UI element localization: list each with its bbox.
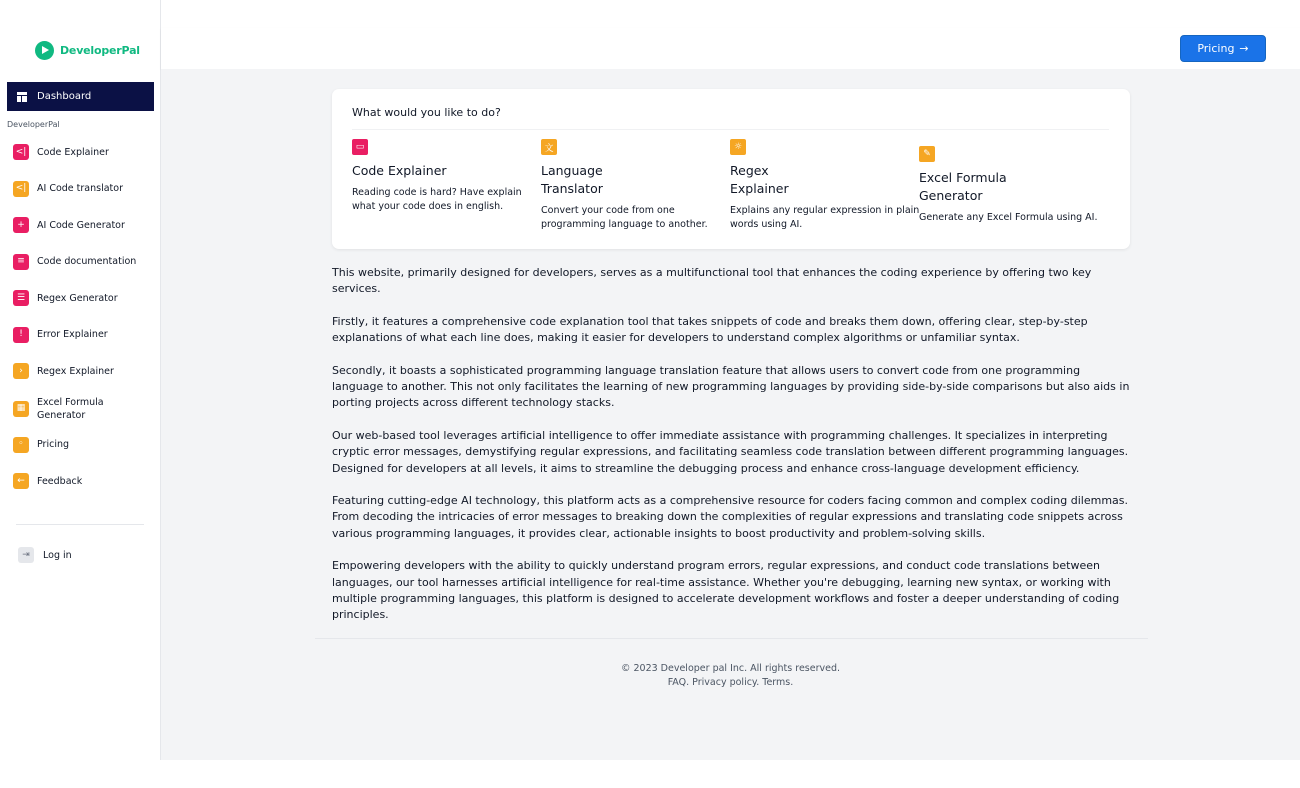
pencil-icon: ✎	[919, 146, 935, 162]
privacy-link[interactable]: Privacy policy.	[692, 677, 760, 688]
option-regex-explainer[interactable]	[730, 139, 922, 232]
card-title: What would you like to do?	[352, 106, 501, 119]
option-description: Generate any Excel Formula using AI.	[919, 212, 1098, 223]
sidebar-item-label: Feedback	[37, 475, 83, 487]
sidebar-item-label: AI Code Generator	[37, 219, 125, 231]
sidebar-nav	[13, 143, 153, 509]
action-card	[332, 89, 1130, 249]
brand-name: DeveloperPal	[60, 44, 140, 57]
option-excel-formula-generator[interactable]	[919, 146, 1114, 225]
sidebar-item-code-documentation[interactable]	[13, 253, 153, 271]
alert-circle-icon: !	[13, 327, 29, 343]
top-header	[161, 28, 1300, 69]
sidebar-item-error-explainer[interactable]	[13, 326, 153, 344]
login-icon: ⇥	[18, 547, 34, 563]
sidebar-item-label: Regex Generator	[37, 292, 118, 304]
code-bracket-icon: <|	[13, 144, 29, 160]
sidebar-divider	[16, 524, 144, 525]
sidebar-item-feedback[interactable]	[13, 472, 153, 490]
sidebar-item-ai-code-translator[interactable]	[13, 180, 153, 198]
card-divider	[352, 129, 1109, 130]
option-code-explainer[interactable]	[352, 139, 537, 214]
pricing-button-label: Pricing	[1197, 42, 1235, 55]
sidebar-item-regex-explainer[interactable]	[13, 362, 153, 380]
paragraph: Empowering developers with the ability to quickly understand program errors, regular expressions, and conduct code translations between languages, our tool harnesses artificial intelligence for real-time assistance. Whether you're debugging, learning new syntax, or working with multiple programming languages, this platform is designed to accelerate development workflows and foster a deeper understanding of coding principles.	[332, 559, 1120, 622]
terms-link[interactable]: Terms.	[762, 677, 794, 688]
footer	[0, 662, 1300, 690]
paragraph: Our web-based tool leverages artificial intelligence to offer immediate assistance with programming challenges. It specializes in interpreting cryptic error messages, demystifying regular expressions, and facilitating seamless code translation between different programming languages. Designed for developers at all levels, it aims to streamline the debugging process and enhance cross-language development efficiency.	[332, 428, 1129, 475]
sidebar-section-label: DeveloperPal	[7, 120, 60, 129]
sidebar-item-label: Regex Explainer	[37, 365, 114, 377]
login-link[interactable]	[18, 547, 72, 563]
paragraph: Featuring cutting-edge AI technology, this platform acts as a comprehensive resource for coders facing common and complex coding dilemmas. From decoding the intricacies of error messages to breaking down the complexities of regular expressions and translating code snippets across various programming languages, it provides clear, actionable insights to boost productivity and problem-solving skills.	[332, 494, 1129, 540]
pricing-button[interactable]	[1180, 35, 1266, 62]
sidebar-item-excel-formula-generator[interactable]	[13, 395, 153, 423]
option-title: Code Explainer	[352, 163, 447, 178]
sidebar-item-ai-code-generator[interactable]	[13, 216, 153, 234]
option-language-translator[interactable]	[541, 139, 726, 232]
list-icon: ☰	[13, 290, 29, 306]
table-icon: ▦	[13, 401, 29, 417]
document-icon: ≡	[13, 254, 29, 270]
dashboard-icon	[17, 92, 27, 102]
option-description: Convert your code from one programming language to another.	[541, 205, 708, 230]
option-title: Language Translator	[541, 163, 603, 196]
paragraph: Firstly, it features a comprehensive code explanation tool that takes snippets of code and breaks them down, offering clear, step-by-step explanations of what each line does, making it easier for developers to understand complex algorithms or unfamiliar syntax.	[332, 314, 1088, 345]
translate-icon: <|	[13, 181, 29, 197]
sidebar-item-regex-generator[interactable]	[13, 289, 153, 307]
footer-divider	[315, 638, 1148, 639]
brand-logo[interactable]	[35, 41, 140, 60]
arrow-right-icon: →	[1239, 42, 1249, 55]
option-title: Excel Formula Generator	[919, 170, 1007, 203]
sidebar-item-label: Pricing	[37, 439, 70, 450]
tag-icon: ◦	[13, 437, 29, 453]
chat-icon: ▭	[352, 139, 368, 155]
arrow-left-icon: ←	[13, 473, 29, 489]
option-description: Reading code is hard? Have explain what your code does in english.	[352, 187, 522, 212]
sidebar-item-label: AI Code translator	[37, 183, 123, 194]
arrow-right-icon: ›	[13, 363, 29, 379]
lightbulb-icon: ☼	[730, 139, 746, 155]
sidebar-item-label: Code documentation	[37, 256, 137, 267]
sidebar-item-dashboard[interactable]	[7, 82, 154, 111]
brand-logo-icon	[35, 41, 54, 60]
sidebar-item-label: Excel Formula Generator	[37, 396, 104, 421]
sidebar	[0, 0, 161, 760]
plus-icon: +	[13, 217, 29, 233]
description-text	[332, 265, 1132, 640]
sidebar-item-label: Code Explainer	[37, 146, 109, 158]
sidebar-item-pricing[interactable]	[13, 436, 153, 454]
option-description: Explains any regular expression in plain words using AI.	[730, 205, 920, 230]
sidebar-item-label: Error Explainer	[37, 329, 108, 340]
translate-icon: 文	[541, 139, 557, 155]
faq-link[interactable]: FAQ.	[667, 677, 690, 688]
paragraph: Secondly, it boasts a sophisticated programming language translation feature that allows users to convert code from one programming language to another. This not only facilitates the learning of new programming languages by providing side-by-side comparisons but also aids in porting projects across different technology stacks.	[332, 363, 1130, 410]
sidebar-item-code-explainer[interactable]	[13, 143, 153, 161]
copyright: © 2023 Developer pal Inc. All rights reserved.	[620, 663, 841, 674]
login-label: Log in	[43, 549, 72, 561]
sidebar-item-label: Dashboard	[37, 91, 92, 102]
option-title: Regex Explainer	[730, 163, 789, 196]
paragraph: This website, primarily designed for developers, serves as a multifunctional tool that enhances the coding experience by offering two key services.	[332, 266, 1092, 296]
footer-links	[0, 676, 1300, 690]
